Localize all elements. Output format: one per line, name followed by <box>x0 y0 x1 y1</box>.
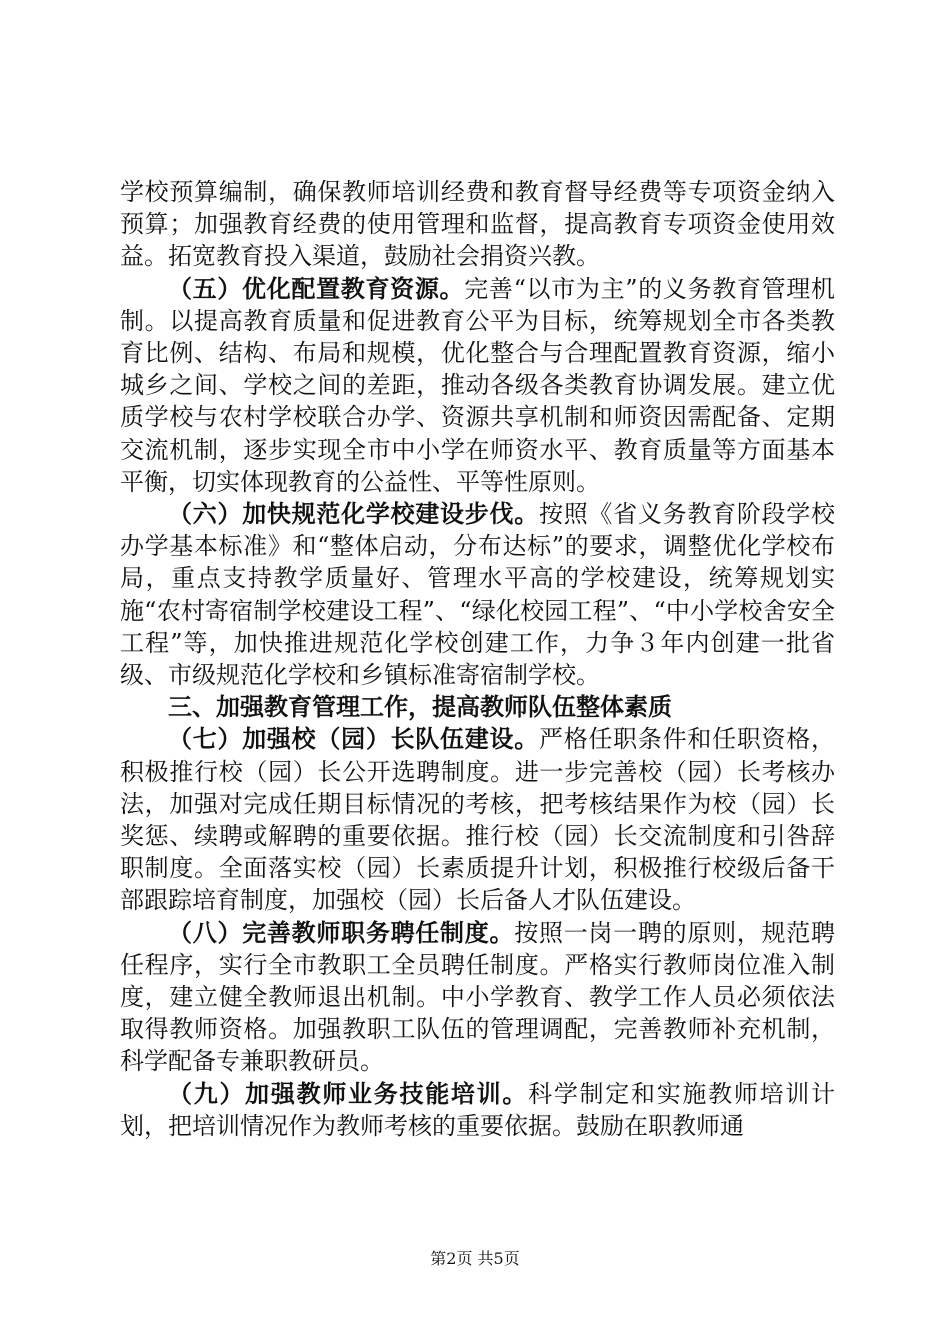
paragraph-teacher-appointment <box>120 917 835 1078</box>
paragraph-heading: （五）优化配置教育资源。 <box>168 274 465 303</box>
paragraph-heading: （六）加快规范化学校建设步伐。 <box>168 500 539 529</box>
paragraph-budget <box>120 176 835 273</box>
paragraph-heading: （八）完善教师职务聘任制度。 <box>168 918 515 947</box>
paragraph-teacher-training <box>120 1078 835 1142</box>
paragraph-heading: （七）加强校（园）长队伍建设。 <box>168 725 539 754</box>
paragraph-text: 严格任职条件和任职资格，积极推行校（园）长公开选聘制度。进一步完善校（园）长考核办法，加强对完成任期目标情况的考核，把考核结果作为校（园）长奖惩、续聘或解聘的重要依据。推行校（园）长交流制度和引咎辞职制度。全面落实校（园）长素质提升计划，积极推行校级后备干部跟踪培育制度，加强校（园）长后备人才队伍建设。 <box>120 725 836 915</box>
paragraph-text: 学校预算编制，确保教师培训经费和教育督导经费等专项资金纳入预算；加强教育经费的使用管理和监督，提高教育专项资金使用效益。拓宽教育投入渠道，鼓励社会捐资兴教。 <box>120 178 835 271</box>
paragraph-text: 按照《省义务教育阶段学校办学基本标准》和“整体启动，分布达标”的要求，调整优化学校布局，重点支持教学质量好、管理水平高的学校建设，统筹规划实施“农村寄宿制学校建设工程”、“绿化校园工程”、“中小学校舍安全工程”等，加快推进规范化学校创建工作，力争３年内创建一批省级、市级规范化学校和乡镇标准寄宿制学校。 <box>120 500 836 690</box>
paragraph-heading: （九）加强教师业务技能培训。 <box>168 1079 529 1108</box>
paragraph-text: 科学制定和实施教师培训计划，把培训情况作为教师考核的重要依据。鼓励在职教师通 <box>120 1079 836 1140</box>
paragraph-text: 完善“以市为主”的义务教育管理机制。以提高教育质量和促进教育公平为目标，统筹规划全市各类教育比例、结构、布局和规模，优化整合与合理配置教育资源，缩小城乡之间、学校之间的差距，推动各级各类教育协调发展。建立优质学校与农村学校联合办学、资源共享机制和师资因需配备、定期交流机制，逐步实现全市中小学在师资水平、教育质量等方面基本平衡，切实体现教育的公益性、平等性原则。 <box>120 274 835 496</box>
paragraph-school-standardization <box>120 498 835 691</box>
paragraph-principal-team <box>120 723 835 916</box>
section-heading: 三、加强教育管理工作，提高教师队伍整体素质 <box>168 693 672 722</box>
paragraph-resources <box>120 273 835 498</box>
paragraph-text: 按照一岗一聘的原则，规范聘任程序，实行全市教职工全员聘任制度。严格实行教师岗位准入制度，建立健全教师退出机制。中小学教育、教学工作人员必须依法取得教师资格。加强教职工队伍的管理调配，完善教师补充机制，科学配备专兼职教研员。 <box>120 918 836 1076</box>
document-body <box>120 176 835 1142</box>
page-number-footer: 第2页 共5页 <box>430 1249 520 1268</box>
